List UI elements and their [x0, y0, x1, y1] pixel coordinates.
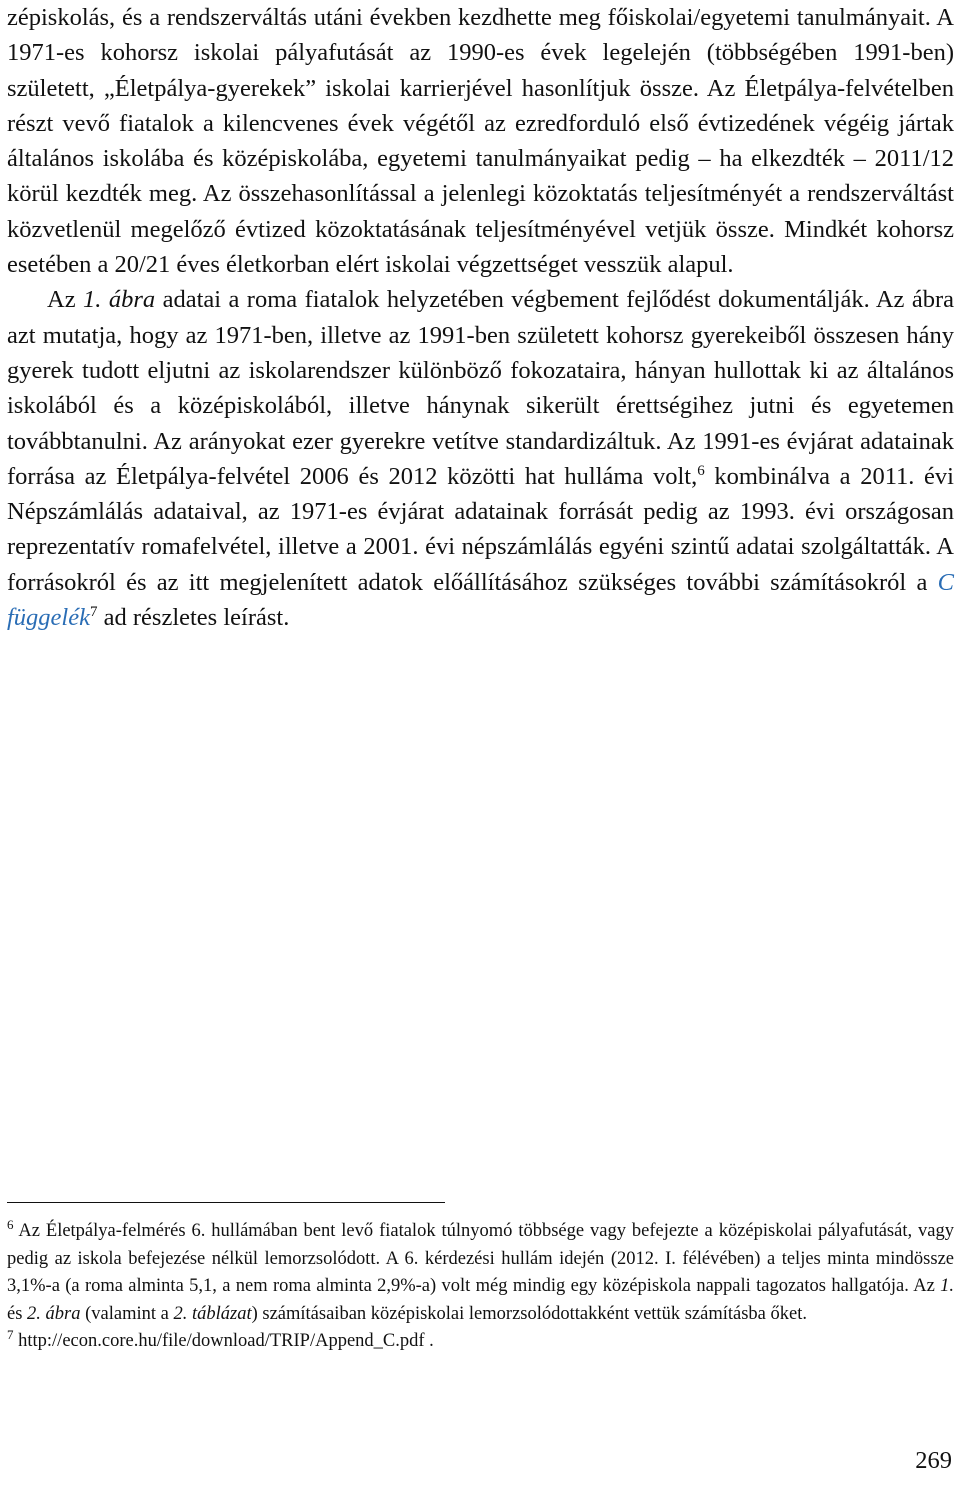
footnote-7-url[interactable]: http://econ.core.hu/file/download/TRIP/Append_C.pdf . [13, 1331, 434, 1351]
appendix-c-link[interactable]: C függelék [7, 568, 954, 632]
footnote-6-ref-figure-2: 2. ábra [27, 1303, 81, 1324]
footnote-6 [7, 1218, 954, 1328]
paragraph-1: zépiskolás, és a rendszerváltás utáni években kezdhette meg főiskolai/egyetemi tanulmányait. A 1971-es kohorsz iskolai pályafutását az 1990-es évek legelején (többségében 1991-ben) született, „Életpálya-gyerekek” iskolai karrierjével hasonlítjuk össze. Az Életpálya-felvételben részt vevő fiatalok a kilencvenes évek végétől az ezredforduló első évtizedének végéig jártak általános iskolába és középiskolába, egyetemi tanulmányaikat pedig – ha elkezdték – 2011/12 körül kezdték meg. Az összehasonlítással a jelenlegi közoktatás teljesítményét a rendszerváltást közvetlenül megelőző évtized közoktatásának teljesítményével vetjük össze. Mindkét kohorsz esetében a 20/21 éves életkorban elért iskolai végzettséget vesszük alapul. [7, 4, 954, 279]
footnote-6-number: 6 [7, 1216, 14, 1232]
footnote-6-text-1: Az Életpálya-felmérés 6. hullámában bent levő fiatalok túlnyomó többsége vagy befejezte a középiskolai pályafutását, vagy pedig az iskola befejezése nélkül lemorzsolódott. A 6. kérdezési hullám idején (2012. I. félévében) a teljes minta mindössze 3,1%-a (a roma alminta 5,1, a nem roma alminta 2,9%-a) volt még mindig egy középiskola nappali tagozatos hallgatója. Az [7, 1221, 954, 1296]
figure-reference: 1. ábra [83, 286, 156, 314]
footnote-6-text-4: ) számításaiban középiskolai lemorzsolódottakként vettük számításba őket. [251, 1303, 807, 1324]
footnote-6-text-2: és [7, 1303, 28, 1324]
paragraph-2-lead: Az [47, 286, 84, 314]
page-number: 269 [915, 1447, 952, 1474]
footnote-6-ref-figure-1: 1. [940, 1276, 954, 1296]
footnote-7 [7, 1328, 954, 1356]
footnote-separator [7, 1202, 445, 1203]
footnote-6-text-3: (valamint a [80, 1303, 174, 1324]
paragraph-2-continuation: kombinálva a 2011. évi Népszámlálás adataival, az 1971-es évjárat adatainak forrását pedig az 1993. évi országosan reprezentatív romafelvétel, illetve a 2001. évi népszámlálás egyéni szintű adatai szolgáltatták. A forrásokról és az itt megjelenített adatok előállításához szükséges további számításokról a [7, 462, 954, 596]
paragraph-2 [7, 282, 954, 635]
footnote-6-marker: 6 [697, 462, 705, 479]
footnote-7-number: 7 [7, 1326, 14, 1342]
main-text [7, 0, 954, 635]
footnote-6-ref-table-2: 2. táblázat [173, 1303, 252, 1324]
paragraph-2-body: adatai a roma fiatalok helyzetében végbement fejlődést dokumentálják. Az ábra azt mutatja, hogy az 1971-ben, illetve az 1991-ben született kohorsz gyerekeiből összesen hány gyerek tudott eljutni az iskolarendszer különböző fokozataira, hányan hullottak ki az általános iskolából és a középiskolából, illetve hánynak sikerült érettségihez jutni és egyetemen továbbtanulni. Az arányokat ezer gyerekre vetítve standardizáltuk. Az 1991-es évjárat adatainak forrása az Életpálya-felvétel 2006 és 2012 közötti hat hulláma volt, [7, 286, 954, 490]
footnotes [7, 1218, 954, 1356]
footnote-7-marker: 7 [90, 603, 98, 620]
paragraph-2-tail: ad részletes leírást. [97, 604, 290, 632]
